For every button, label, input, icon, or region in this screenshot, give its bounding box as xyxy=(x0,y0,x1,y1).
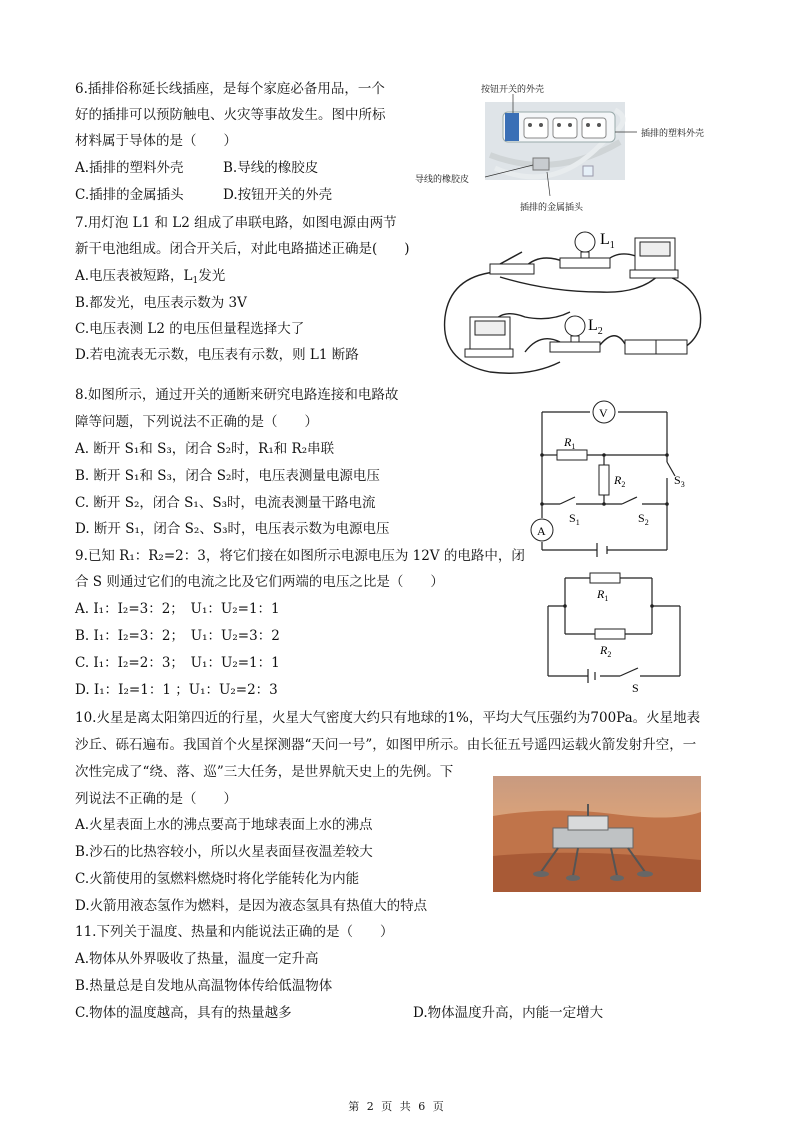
power-strip-photo xyxy=(405,80,745,220)
label-S: S xyxy=(632,681,639,695)
q8-option-a: A. 断开 S₁和 S₃，闭合 S₂时，R₁和 R₂串联 xyxy=(75,441,335,457)
q11-option-a: A.物体从外界吸收了热量，温度一定升高 xyxy=(75,951,319,967)
q6-option-d: D.按钮开关的外壳 xyxy=(223,187,333,203)
page-footer: 第 2 页 共 6 页 xyxy=(348,1100,446,1113)
q9-stem-1: 9.已知 R₁：R₂=2：3，将它们接在如图所示电源电压为 12V 的电路中，闭 xyxy=(75,548,525,564)
switch-circuit-drawing xyxy=(522,400,707,560)
caption-button-shell: 按钮开关的外壳 xyxy=(481,85,545,95)
q6-option-c: C.插排的金属插头 xyxy=(75,187,184,203)
q6-stem-3: 材料属于导体的是（ ） xyxy=(75,133,237,149)
q10-option-b: B.沙石的比热容较小，所以火星表面昼夜温差较大 xyxy=(75,844,373,860)
power-strip-figure xyxy=(405,80,745,220)
q6-stem-2: 好的插排可以预防触电、火灾等事故发生。图中所标 xyxy=(75,107,386,123)
q9-option-d: D. I₁：I₂=1：1 ；U₁：U₂=2：3 xyxy=(75,682,278,698)
q6-stem-1: 6.插排俗称延长线插座，是每个家庭必备用品，一个 xyxy=(75,81,385,97)
q11-option-b: B.热量总是自发地从高温物体传给低温物体 xyxy=(75,978,333,994)
q6-option-a: A.插排的塑料外壳 xyxy=(75,160,184,176)
label-S2: $S_2$ xyxy=(638,511,649,527)
series-circuit-figure xyxy=(430,222,730,382)
q8-stem-2: 障等问题，下列说法不正确的是（ ） xyxy=(75,414,318,430)
label-S1: $S_1$ xyxy=(569,511,580,527)
q11-option-d: D.物体温度升高，内能一定增大 xyxy=(413,1005,604,1021)
label-R1: $R_1$ xyxy=(564,435,576,451)
label-L1: $L_1$ xyxy=(600,231,615,251)
q11-stem: 11.下列关于温度、热量和内能说法正确的是（ ） xyxy=(75,924,394,940)
q7-stem-2: 新干电池组成。闭合开关后，对此电路描述正确是( ) xyxy=(75,241,410,257)
q9-stem-2: 合 S 则通过它们的电流之比及它们两端的电压之比是（ ） xyxy=(75,574,444,590)
q10-stem-2: 沙丘、砾石遍布。我国首个火星探测器“天问一号”，如图甲所示。由长征五号遥四运载火箭发射升空，一 xyxy=(75,737,697,753)
q8-option-d: D. 断开 S₁，闭合 S₂、S₃时，电压表示数为电源电压 xyxy=(75,521,390,537)
label-R2: $R_2$ xyxy=(614,473,626,489)
q11-option-c: C.物体的温度越高，具有的热量越多 xyxy=(75,1005,292,1021)
q10-option-d: D.火箭用液态氢作为燃料，是因为液态氢具有热值大的特点 xyxy=(75,898,428,914)
q10-option-a: A.火星表面上水的沸点要高于地球表面上水的沸点 xyxy=(75,817,373,833)
label-R1: $R_1$ xyxy=(597,587,609,603)
q8-option-c: C. 断开 S₂，闭合 S₁、S₃时，电流表测量干路电流 xyxy=(75,495,376,511)
q10-stem-3: 次性完成了“绕、落、巡”三大任务，是世界航天史上的先例。下 xyxy=(75,764,454,780)
q7-option-b: B.都发光，电压表示数为 3V xyxy=(75,295,247,311)
mars-rover-photo xyxy=(493,776,701,892)
q10-option-c: C.火箭使用的氢燃料燃烧时将化学能转化为内能 xyxy=(75,871,360,887)
q7-option-d: D.若电流表无示数，电压表有示数，则 L1 断路 xyxy=(75,347,359,363)
q10-stem-4: 列说法不正确的是（ ） xyxy=(75,791,237,807)
caption-metal-plug: 插排的金属插头 xyxy=(520,203,584,213)
q10-stem-1: 10.火星是离太阳第四近的行星，火星大气密度大约只有地球的1%，平均大气压强约为700Pa。火星地表 xyxy=(75,710,701,726)
voltmeter-label: V xyxy=(599,406,608,420)
q8-stem-1: 8.如图所示，通过开关的通断来研究电路连接和电路故 xyxy=(75,387,399,403)
mars-rover-figure xyxy=(493,776,701,892)
ammeter-label: A xyxy=(537,524,546,538)
series-circuit-drawing xyxy=(430,222,730,382)
q7-option-c: C.电压表测 L2 的电压但量程选择大了 xyxy=(75,321,305,337)
label-S3: $S_3$ xyxy=(674,473,685,489)
label-L2: $L_2$ xyxy=(588,317,603,337)
caption-wire-rubber: 导线的橡胶皮 xyxy=(415,175,470,185)
q6-option-b: B.导线的橡胶皮 xyxy=(223,160,319,176)
q9-option-c: C. I₁：I₂=2：3； U₁：U₂=1：1 xyxy=(75,655,280,671)
switch-circuit-figure xyxy=(522,400,707,560)
q7-option-a: A.电压表被短路，$L_1$发光 xyxy=(75,268,226,286)
parallel-circuit-drawing xyxy=(540,566,690,696)
q9-option-b: B. I₁：I₂=3：2； U₁：U₂=3：2 xyxy=(75,628,280,644)
caption-plastic-shell: 插排的塑料外壳 xyxy=(641,129,705,139)
q7-stem-1: 7.用灯泡 L1 和 L2 组成了串联电路，如图电源由两节 xyxy=(75,215,397,231)
label-R2: $R_2$ xyxy=(600,643,612,659)
q8-option-b: B. 断开 S₁和 S₃，闭合 S₂时，电压表测量电源电压 xyxy=(75,468,380,484)
q9-option-a: A. I₁：I₂=3：2； U₁：U₂=1：1 xyxy=(75,601,280,617)
parallel-circuit-figure xyxy=(540,566,690,696)
